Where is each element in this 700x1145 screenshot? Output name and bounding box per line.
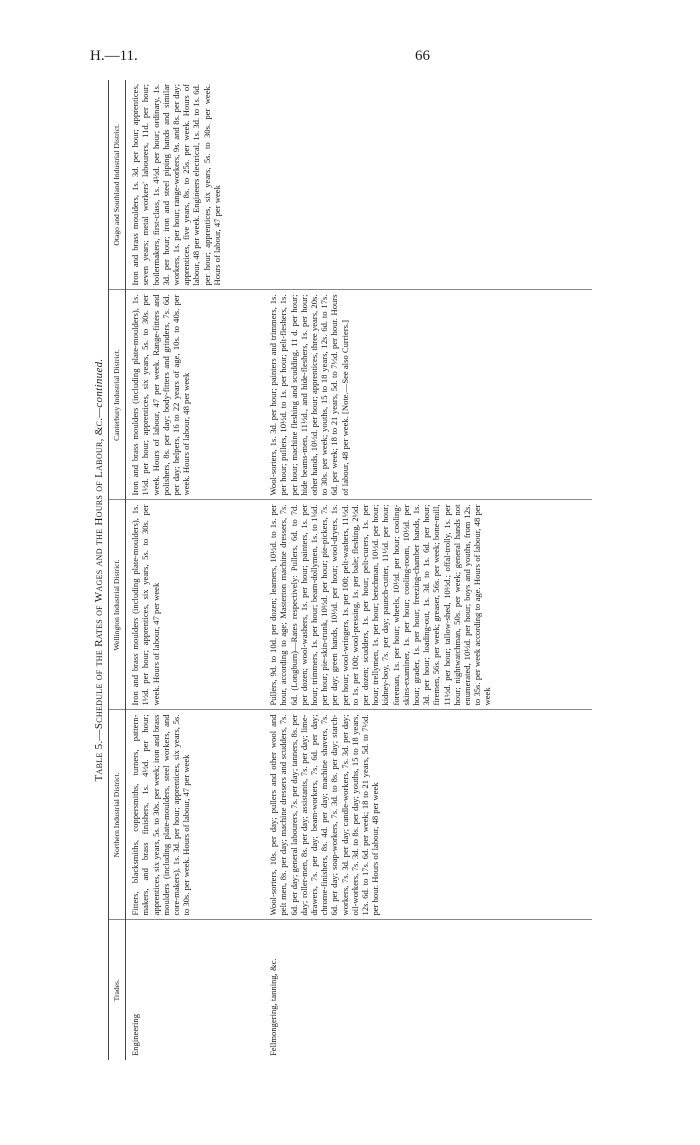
col-header-trades: Trades. xyxy=(109,920,126,1060)
page-reference: H.—11. xyxy=(90,48,138,64)
trade-cell: Engineering xyxy=(130,1014,141,1056)
otago-cell: Iron and brass moulders, 1s. 3d. per hour; apprentices, seven years; metal workers' labourers, 11d. per hour; boilermakers, first-class, 1s. 4½d. per hour; ordinary, 1s. 3d. per hour; iron and steel piping hands and similar workers, 1s. per hour; range-workers, 9s. and 8s. per day; apprentices, five years, 8s. to 25s. per week. Hours of labour, 48 per week. Engineers electrical, 1s. 3d. to 1s. 6d. per hour; apprentices, six years, 5s. to 30s. per week. Hours of labour, 47 per week xyxy=(126,80,265,290)
wages-schedule-table xyxy=(108,80,592,1060)
col-header-otago: Otago and Southland Industrial District. xyxy=(109,80,126,290)
wellington-cell: Iron and brass moulders (including plate-moulders), 1s. 1½d. per hour; apprentices, six years, 5s. to 30s. per week. Hours of labour, 47 per week xyxy=(126,500,265,710)
northern-cell: Fitters, blacksmiths, coppersmiths, turners, pattern-makers, and brass finishers, 1s. 4½d. per hour; apprentices, six years, 5s. to 30s. per week; iron and brass moulders (including plate-moulders, steel workers, and core-makers), 1s. 3d. per hour; apprentices, six years, 5s. to 30s. per week. Hours of labour, 47 per week xyxy=(126,710,265,920)
northern-cell: Wool-sorters, 10s. per day; pullers and other wool and pelt men, 8s. per day; machine dressers and scudders, 7s. 6d. per day; general labourers, 7s. per day; tanners, 8s. per day; roller-men, 8s. per day; assistants, 7s. per day; lime-drawers, 7s. per day; beam-workers, 7s. 6d. per day; chrome-finishers, 8s. 4d. per day; machine shavers, 7s. 6d. per day; soap-workers, 7s. 3d. to 8s. per day; starch-workers, 7s. 3d. per day; candle-workers, 7s. 3d. per day; oil-workers, 7s. 3d. to 8s. per day; youths, 15 to 18 years, 12s. 6d. to 17s. 6d. per week; 18 to 21 years, 5d. to 7½d. per hour. Hours of labour, 48 per week xyxy=(264,710,592,920)
table-title xyxy=(90,80,108,1060)
table-row xyxy=(264,80,592,1060)
canterbury-cell: Wool-sorters, 1s. 3d. per hour; painters and trimmers, 1s. per hour; pullers, 10½d. to 1s. per hour; pelt-fleshers, 1s. per hour; machine fleshing and scudding, 11 d. per hour; hide beams-men, 11½d., and hide-fleshers, 1s. per hour; other hands, 10½d. per hour; apprentices, three years, 20s. to 30s. per week; youths, 15 to 18 years, 12s. 6d. to 17s. 6d. per week; 18 to 21 years, 5d. to 7½d. per hour. Hours of labour, 48 per week. [Note.—See also Curriers.] xyxy=(264,290,592,500)
col-header-wellington: Wellington Industrial District. xyxy=(109,500,126,710)
page-number: 66 xyxy=(415,48,430,64)
table-title-main: Table 5.—Schedule of the Rates of Wages and the Hours of Labour, &c. xyxy=(93,417,105,782)
col-header-northern: Northern Industrial District. xyxy=(109,710,126,920)
wellington-cell: Pullers, 9d. to 10d. per dozen; learners, 10½d. to 1s. per hour, according to age; Masterton machine dressers, 7s. 6d. (Longburn)—Rates respectively: Pullers, 6d. to 7d. per dozen; wool-washers, 1s. per hour; painters, 1s. per hour; trimmers, 1s. per hour; beam-dollymen, 1s. to 1¼d. per hour; pie-skin-trunk, 10½d. per hour; pie-pickers, 7s. per day; green hands, 10½d. per hour; wool-dryers, 1s. per hour; wool-wringers, 1s. per 100; pelt-washers, 11½d. to 1s. per 100; wool-pressing, 1s. per bale; fleshing, 2½d. per dozen; scudders, 1s. per hour; pelt-curers, 1s. per hour; trellymen, 1s. per hour; benchman, 10½d. per hour; kidney-boy, 7s. per day; paunch-cutter, 11½d. per hour; foreman, 1s. per hour; wheels, 10½d. per hour; cooling-skins-examiner, 1s. per hour; cooling-room, 10½d. per hour; grader, 1s. per hour; freezing-chamber hands, 1s. 3d. per hour; loading-out, 1s. 3d. to 1s. 6d. per hour; firemen, 56s. per week; greaser, 56s. per week; bone-mill, 11½d. per hour; tallow-shed, 10½d.; offal-trolly, 1s. per hour; nightwatchman, 50s. per week; general hands not enumerated, 10½d. per hour; boys and youths, from 12s. to 35s. per week according to age. Hours of labour, 48 per week xyxy=(264,500,592,710)
table-title-continued: —continued. xyxy=(93,358,105,418)
table-row xyxy=(126,80,265,1060)
trade-cell: Fellmongering, tanning, &c. xyxy=(268,958,279,1056)
canterbury-cell: Iron and brass moulders (including plate-moulders), 1s. 1½d. per hour; apprentices, six years, 5s. to 30s. per week. Hours of labour, 47 per week. Range-fitters and polishers, 8s. per day; body-fitters and grinders, 7s. 6d. per day; helpers, 16 to 22 years of age, 10s. to 40s. per week. Hours of labour, 48 per week xyxy=(126,290,265,500)
rotated-table-block xyxy=(90,80,610,1060)
table-header-row xyxy=(109,80,126,1060)
page-header xyxy=(90,48,430,72)
otago-cell xyxy=(264,80,592,290)
col-header-canterbury: Canterbury Industrial District. xyxy=(109,290,126,500)
